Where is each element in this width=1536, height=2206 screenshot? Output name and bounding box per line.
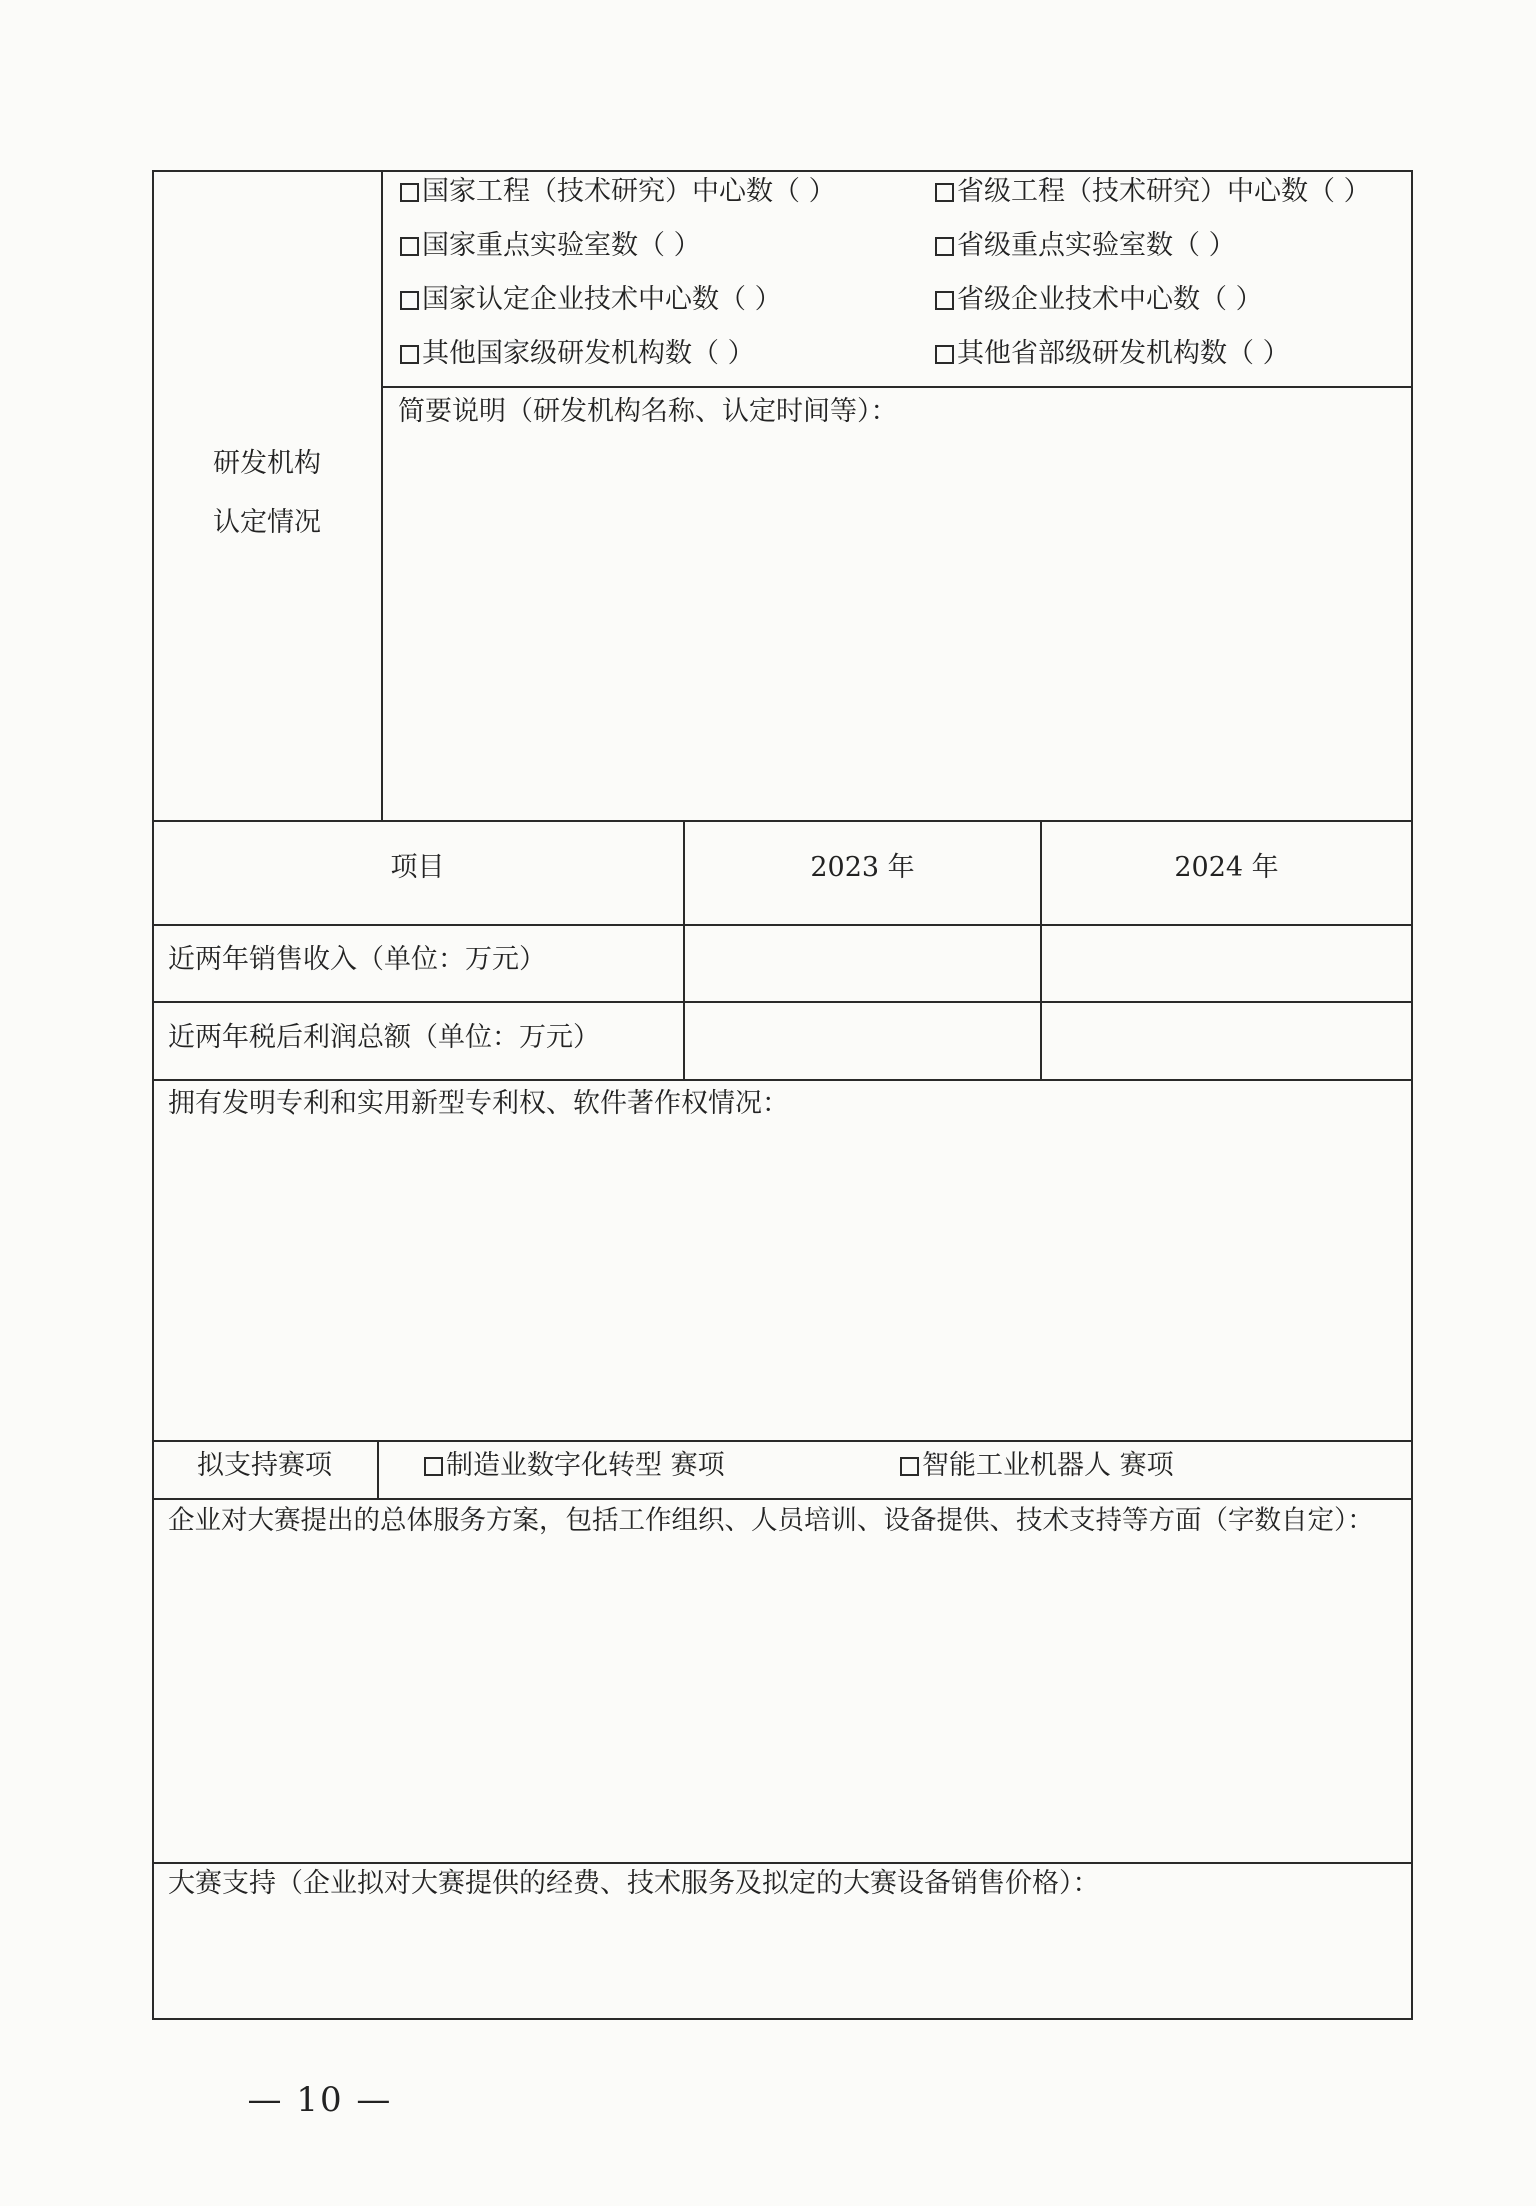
checkbox-label: 其他国家级研发机构数（ ）	[422, 338, 755, 369]
checkbox-label: 省级重点实验室数（ ）	[957, 230, 1236, 261]
checkbox-other-provincial-rd[interactable]	[935, 338, 1290, 370]
table-right-border	[1411, 170, 1413, 2020]
finance-header-2024: 2024 年	[1174, 852, 1279, 883]
support-bottom	[152, 1498, 1413, 1500]
patents-field[interactable]	[154, 1128, 1411, 1438]
checkbox-icon[interactable]	[400, 345, 419, 364]
support-label-divider	[377, 1440, 379, 1500]
service-plan-field[interactable]	[154, 1545, 1411, 1860]
rd-label-line2: 认定情况	[213, 507, 321, 538]
rd-label-line1: 研发机构	[213, 448, 321, 479]
checkbox-label: 其他省部级研发机构数（ ）	[957, 338, 1290, 369]
finance-header-item: 项目	[390, 852, 445, 883]
checkbox-national-enterprise-tech-center[interactable]	[400, 284, 782, 316]
rd-checkbox-divider	[381, 386, 1412, 388]
patents-bottom	[152, 1440, 1413, 1442]
checkbox-other-national-rd[interactable]	[400, 338, 755, 370]
patents-label: 拥有发明专利和实用新型专利权、软件著作权情况：	[168, 1088, 789, 1119]
finance-row-profit-2023[interactable]	[685, 1003, 1040, 1079]
checkbox-provincial-key-lab[interactable]	[935, 230, 1236, 262]
checkbox-label: 制造业数字化转型 赛项	[446, 1450, 725, 1481]
service-plan-label: 企业对大赛提出的总体服务方案，包括工作组织、人员培训、设备提供、技术支持等方面（字数自定）：	[168, 1505, 1374, 1536]
checkbox-icon[interactable]	[935, 183, 954, 202]
checkbox-label: 国家工程（技术研究）中心数（ ）	[422, 176, 836, 207]
checkbox-label: 国家认定企业技术中心数（ ）	[422, 284, 782, 315]
checkbox-icon[interactable]	[935, 237, 954, 256]
table-bottom-border	[152, 2018, 1413, 2020]
support-events-label: 拟支持赛项	[197, 1450, 332, 1481]
checkbox-label: 国家重点实验室数（ ）	[422, 230, 701, 261]
checkbox-label: 智能工业机器人 赛项	[922, 1450, 1174, 1481]
service-plan-bottom	[152, 1862, 1413, 1864]
checkbox-manufacturing-digital-transformation[interactable]	[424, 1450, 725, 1482]
finance-row-profit-2024[interactable]	[1042, 1003, 1411, 1079]
checkbox-national-key-lab[interactable]	[400, 230, 701, 262]
competition-support-label: 大赛支持（企业拟对大赛提供的经费、技术服务及拟定的大赛设备销售价格）：	[168, 1868, 1100, 1899]
rd-label-divider	[381, 170, 383, 822]
finance-row-sales-2023[interactable]	[685, 926, 1040, 1001]
checkbox-icon[interactable]	[400, 183, 419, 202]
rd-section-bottom	[152, 820, 1413, 822]
finance-header-2023: 2023 年	[810, 852, 915, 883]
table-top-border	[152, 170, 1413, 172]
checkbox-intelligent-industrial-robot[interactable]	[900, 1450, 1174, 1482]
page-number: — 10 —	[247, 2080, 393, 2120]
finance-row-profit-label: 近两年税后利润总额（单位：万元）	[168, 1022, 600, 1053]
checkbox-icon[interactable]	[900, 1457, 919, 1476]
checkbox-label: 省级企业技术中心数（ ）	[957, 284, 1263, 315]
checkbox-icon[interactable]	[424, 1457, 443, 1476]
checkbox-icon[interactable]	[935, 345, 954, 364]
competition-support-field[interactable]	[154, 1908, 1411, 2016]
checkbox-provincial-enterprise-tech-center[interactable]	[935, 284, 1263, 316]
checkbox-provincial-engineering-center[interactable]	[935, 176, 1371, 208]
rd-brief-field[interactable]	[384, 436, 1410, 818]
rd-brief-label: 简要说明（研发机构名称、认定时间等）：	[398, 396, 898, 427]
checkbox-icon[interactable]	[400, 291, 419, 310]
finance-row2-bottom	[152, 1079, 1413, 1081]
checkbox-label: 省级工程（技术研究）中心数（ ）	[957, 176, 1371, 207]
checkbox-icon[interactable]	[400, 237, 419, 256]
finance-row-sales-2024[interactable]	[1042, 926, 1411, 1001]
checkbox-national-engineering-center[interactable]	[400, 176, 836, 208]
finance-row-sales-label: 近两年销售收入（单位：万元）	[168, 944, 546, 975]
checkbox-icon[interactable]	[935, 291, 954, 310]
